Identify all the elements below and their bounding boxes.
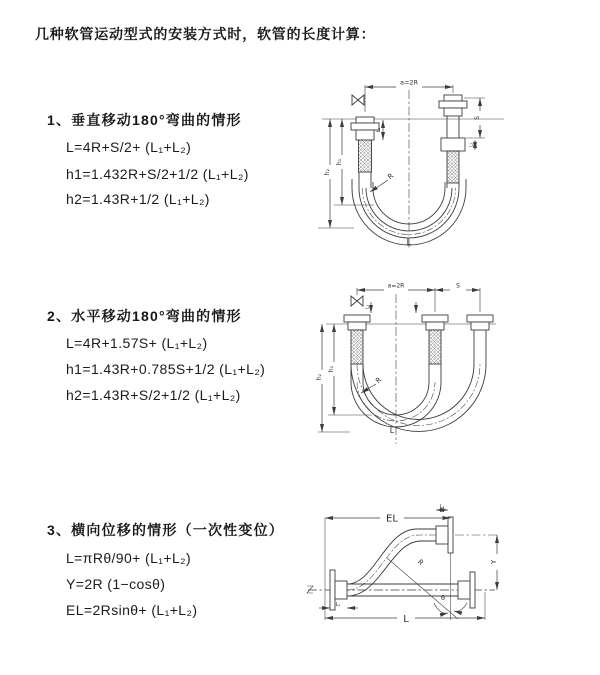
theta-label: θ [441,594,445,602]
section-3-formula-EL: EL=2Rsinθ+ (L₁+L₂) [66,602,198,618]
section-2-heading: 2、水平移动180°弯曲的情形 [47,308,242,324]
right-flange [458,572,475,608]
section-1-heading: 1、垂直移动180°弯曲的情形 [47,112,242,128]
dim-label-h1: h₁ [328,365,335,373]
left-fitting [351,117,379,172]
diagram-2-geometry [318,288,496,444]
section-2-formula-L: L=4R+1.57S+ (L₁+L₂) [66,335,208,351]
theta-arc-right [454,603,467,611]
length-label: L [406,238,412,248]
diagram-lateral-displacement [305,500,600,660]
radius-label: R [386,171,396,182]
diagram-vertical-bend [312,76,590,260]
section-1-formula-h2: h2=1.43R+1/2 (L₁+L₂) [66,191,210,207]
diagram-1-geometry [318,85,504,248]
dim-label-h1: h₁ [336,158,343,166]
dim-label-y: Y [490,559,498,565]
braided-hose-section [351,330,363,364]
braided-hose-section [429,330,441,364]
section-3-formula-Y: Y=2R (1−cosθ) [66,576,166,592]
braided-hose-section [447,151,459,183]
diagram-horizontal-bend [312,282,590,457]
dim-label-l1-left: L₁ [335,602,341,608]
fittings [344,315,493,364]
dim-label-a2r: a=2R [399,78,419,87]
dim-label-l1: L₁ [376,127,382,133]
section-3-formula-L: L=πRθ/90+ (L₁+L₂) [66,550,192,566]
radius-label: R [374,375,384,386]
dim-label-s: S [456,282,460,290]
upper-flange [436,517,453,553]
length-label: L [389,426,395,435]
dim-label-h2: h₂ [316,373,323,381]
u-hose-arcs [351,364,486,431]
radius-construction-line [387,558,458,619]
dim-label-l2: L₂ [469,142,475,148]
dim-label-l1-top: L₁ [439,504,445,510]
valve-icon [351,296,363,306]
section-3-heading: 3、横向位移的情形（一次性变位） [47,522,284,538]
dim-label-l: L [403,614,409,625]
dim-label-s: S [474,116,481,120]
section-1-formula-L: L=4R+S/2+ (L₁+L₂) [66,139,192,155]
braided-hose-section [359,140,372,172]
valve-icon [352,95,364,105]
section-2-formula-h1: h1=1.43R+0.785S+1/2 (L₁+L₂) [66,361,266,377]
dim-label-el: EL [386,513,398,525]
right-fitting [439,95,467,183]
radius-label: R [415,558,425,568]
dim-label-a2r: a=2R [387,282,405,290]
dim-label-l1: L₁ [365,304,371,310]
dim-label-h2: h₂ [324,168,331,176]
section-2-formula-h2: h2=1.43R+S/2+1/2 (L₁+L₂) [66,387,241,403]
page-title: 几种软管运动型式的安装方式时，软管的长度计算： [35,26,376,42]
centerline-break-mark [307,586,313,593]
section-1-formula-h1: h1=1.432R+S/2+1/2 (L₁+L₂) [66,166,249,182]
